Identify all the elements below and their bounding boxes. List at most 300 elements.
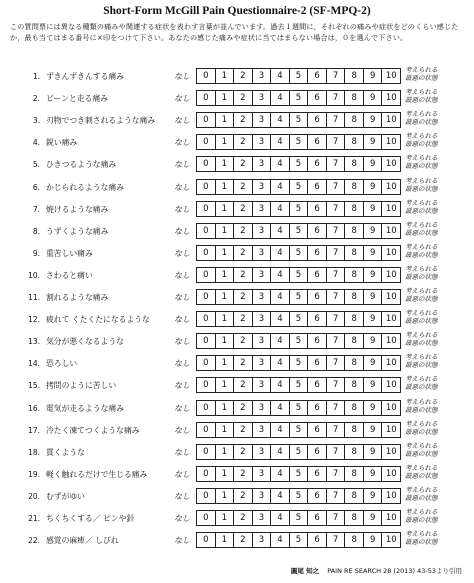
- rating-option[interactable]: 5: [289, 201, 309, 217]
- rating-option[interactable]: 3: [252, 355, 272, 371]
- scale-right-label-line2: 最悪の状態: [405, 228, 438, 237]
- rating-option[interactable]: 3: [252, 68, 272, 84]
- rating-option[interactable]: 7: [326, 355, 346, 371]
- item-label: ずきんずきんする痛み: [46, 72, 124, 81]
- rating-option[interactable]: 2: [233, 201, 253, 217]
- rating-option[interactable]: 7: [326, 90, 346, 106]
- rating-option[interactable]: 4: [270, 466, 290, 482]
- rating-option[interactable]: 1: [215, 289, 235, 305]
- rating-option[interactable]: 7: [326, 223, 346, 239]
- rating-option[interactable]: 6: [307, 377, 327, 393]
- rating-option[interactable]: 8: [344, 377, 364, 393]
- scale-right-label-line1: 考えられる: [405, 176, 438, 185]
- rating-option[interactable]: 3: [252, 156, 272, 172]
- scale-right-label: [405, 110, 438, 126]
- rating-option[interactable]: 4: [270, 377, 290, 393]
- rating-option[interactable]: 7: [326, 444, 346, 460]
- rating-option[interactable]: 7: [326, 510, 346, 526]
- rating-option[interactable]: 0: [196, 510, 216, 526]
- rating-option[interactable]: 2: [233, 68, 253, 84]
- rating-option[interactable]: 4: [270, 422, 290, 438]
- rating-option[interactable]: 3: [252, 90, 272, 106]
- rating-option[interactable]: 4: [270, 68, 290, 84]
- rating-option[interactable]: 5: [289, 223, 309, 239]
- rating-scale: [196, 311, 401, 326]
- rating-option[interactable]: 8: [344, 488, 364, 504]
- rating-option[interactable]: 2: [233, 355, 253, 371]
- rating-option[interactable]: 2: [233, 377, 253, 393]
- rating-option[interactable]: 4: [270, 201, 290, 217]
- rating-option[interactable]: 5: [289, 333, 309, 349]
- rating-option[interactable]: 10: [381, 201, 401, 217]
- rating-option[interactable]: 8: [344, 90, 364, 106]
- rating-option[interactable]: 10: [381, 311, 401, 327]
- rating-option[interactable]: 7: [326, 289, 346, 305]
- rating-option[interactable]: 10: [381, 532, 401, 548]
- rating-option[interactable]: 7: [326, 267, 346, 283]
- rating-option[interactable]: 7: [326, 422, 346, 438]
- rating-option[interactable]: 2: [233, 90, 253, 106]
- rating-option[interactable]: 10: [381, 179, 401, 195]
- item-number: 19.: [28, 469, 40, 479]
- scale-left-label: なし: [174, 182, 190, 192]
- item-label: うずくような痛み: [46, 226, 109, 236]
- rating-option[interactable]: 1: [215, 355, 235, 371]
- rating-option[interactable]: 0: [196, 466, 216, 482]
- rating-option[interactable]: 5: [289, 355, 309, 371]
- rating-option[interactable]: 4: [270, 444, 290, 460]
- rating-option[interactable]: 9: [363, 134, 383, 150]
- rating-option[interactable]: 6: [307, 488, 327, 504]
- rating-option[interactable]: 10: [381, 156, 401, 172]
- rating-option[interactable]: 5: [289, 134, 309, 150]
- rating-option[interactable]: 4: [270, 267, 290, 283]
- rating-option[interactable]: 10: [381, 90, 401, 106]
- rating-option[interactable]: 6: [307, 245, 327, 261]
- rating-option[interactable]: 5: [289, 488, 309, 504]
- item-row: [0, 221, 474, 243]
- rating-option[interactable]: 2: [233, 532, 253, 548]
- rating-option[interactable]: 4: [270, 112, 290, 128]
- rating-option[interactable]: 5: [289, 532, 309, 548]
- rating-option[interactable]: 7: [326, 532, 346, 548]
- rating-option[interactable]: 9: [363, 532, 383, 548]
- rating-scale: [196, 223, 401, 238]
- rating-option[interactable]: 10: [381, 422, 401, 438]
- rating-option[interactable]: 0: [196, 68, 216, 84]
- item-label: 重苦しい痛み: [46, 248, 93, 258]
- rating-option[interactable]: 4: [270, 134, 290, 150]
- rating-option[interactable]: 10: [381, 267, 401, 283]
- rating-option[interactable]: 5: [289, 90, 309, 106]
- rating-option[interactable]: 1: [215, 377, 235, 393]
- rating-option[interactable]: 1: [215, 532, 235, 548]
- rating-option[interactable]: 0: [196, 355, 216, 371]
- rating-option[interactable]: 8: [344, 444, 364, 460]
- scale-right-label-line2: 最悪の状態: [405, 383, 438, 392]
- rating-option[interactable]: 6: [307, 333, 327, 349]
- rating-option[interactable]: 3: [252, 134, 272, 150]
- rating-scale: [196, 245, 401, 260]
- rating-option[interactable]: 3: [252, 223, 272, 239]
- rating-option[interactable]: 8: [344, 532, 364, 548]
- rating-option[interactable]: 1: [215, 179, 235, 195]
- rating-option[interactable]: 7: [326, 466, 346, 482]
- page-title: Short-Form McGill Pain Questionnaire-2 (SF-MPQ-2): [103, 5, 371, 17]
- rating-option[interactable]: 0: [196, 311, 216, 327]
- rating-option[interactable]: 9: [363, 179, 383, 195]
- rating-option[interactable]: 0: [196, 179, 216, 195]
- rating-option[interactable]: 5: [289, 245, 309, 261]
- rating-option[interactable]: 8: [344, 201, 364, 217]
- rating-option[interactable]: 0: [196, 245, 216, 261]
- rating-option[interactable]: 1: [215, 245, 235, 261]
- rating-option[interactable]: 3: [252, 289, 272, 305]
- rating-option[interactable]: 5: [289, 400, 309, 416]
- rating-option[interactable]: 4: [270, 179, 290, 195]
- scale-right-label-line2: 最悪の状態: [405, 427, 438, 436]
- item-number: 2.: [32, 94, 40, 104]
- rating-option[interactable]: 0: [196, 267, 216, 283]
- scale-right-label-line1: 考えられる: [405, 419, 438, 428]
- item-number: 10.: [28, 270, 40, 280]
- rating-option[interactable]: 8: [344, 179, 364, 195]
- rating-option[interactable]: 6: [307, 134, 327, 150]
- rating-option[interactable]: 1: [215, 267, 235, 283]
- rating-option[interactable]: 4: [270, 355, 290, 371]
- rating-option[interactable]: 4: [270, 311, 290, 327]
- rating-option[interactable]: 9: [363, 355, 383, 371]
- rating-option[interactable]: 6: [307, 179, 327, 195]
- rating-option[interactable]: 10: [381, 223, 401, 239]
- item-number: 7.: [32, 204, 40, 214]
- rating-option[interactable]: 10: [381, 355, 401, 371]
- rating-option[interactable]: 0: [196, 488, 216, 504]
- rating-option[interactable]: 3: [252, 179, 272, 195]
- scale-right-label-line1: 考えられる: [405, 331, 438, 340]
- scale-right-label: [405, 88, 438, 104]
- rating-option[interactable]: 3: [252, 333, 272, 349]
- rating-option[interactable]: 5: [289, 444, 309, 460]
- rating-option[interactable]: 2: [233, 333, 253, 349]
- rating-option[interactable]: 7: [326, 488, 346, 504]
- rating-option[interactable]: 4: [270, 400, 290, 416]
- rating-option[interactable]: 8: [344, 400, 364, 416]
- item-label: ちくちくする／ ピンや針: [46, 514, 135, 523]
- rating-option[interactable]: 5: [289, 466, 309, 482]
- rating-option[interactable]: 4: [270, 532, 290, 548]
- rating-option[interactable]: 0: [196, 223, 216, 239]
- scale-left-label: なし: [174, 138, 190, 148]
- rating-option[interactable]: 9: [363, 223, 383, 239]
- rating-scale: [196, 400, 401, 415]
- rating-option[interactable]: 6: [307, 400, 327, 416]
- rating-option[interactable]: 6: [307, 289, 327, 305]
- rating-option[interactable]: 6: [307, 444, 327, 460]
- rating-option[interactable]: 4: [270, 223, 290, 239]
- scale-right-label: [405, 442, 438, 458]
- rating-option[interactable]: 3: [252, 488, 272, 504]
- rating-option[interactable]: 10: [381, 112, 401, 128]
- rating-option[interactable]: 1: [215, 156, 235, 172]
- rating-option[interactable]: 5: [289, 156, 309, 172]
- item-number: 4.: [32, 138, 40, 148]
- rating-option[interactable]: 6: [307, 355, 327, 371]
- rating-option[interactable]: 7: [326, 400, 346, 416]
- rating-option[interactable]: 0: [196, 422, 216, 438]
- rating-option[interactable]: 2: [233, 311, 253, 327]
- rating-option[interactable]: 0: [196, 400, 216, 416]
- scale-right-label: [405, 66, 438, 82]
- rating-option[interactable]: 10: [381, 333, 401, 349]
- scale-right-label-line1: 考えられる: [405, 88, 438, 97]
- rating-option[interactable]: 6: [307, 90, 327, 106]
- rating-option[interactable]: 9: [363, 444, 383, 460]
- rating-option[interactable]: 2: [233, 134, 253, 150]
- rating-option[interactable]: 3: [252, 377, 272, 393]
- rating-option[interactable]: 2: [233, 179, 253, 195]
- rating-option[interactable]: 3: [252, 422, 272, 438]
- rating-option[interactable]: 9: [363, 422, 383, 438]
- rating-option[interactable]: 8: [344, 333, 364, 349]
- rating-option[interactable]: 5: [289, 267, 309, 283]
- rating-scale: [196, 134, 401, 149]
- rating-option[interactable]: 1: [215, 510, 235, 526]
- rating-scale: [196, 90, 401, 105]
- rating-option[interactable]: 8: [344, 466, 364, 482]
- rating-option[interactable]: 6: [307, 112, 327, 128]
- rating-option[interactable]: 6: [307, 68, 327, 84]
- rating-option[interactable]: 2: [233, 466, 253, 482]
- rating-option[interactable]: 2: [233, 267, 253, 283]
- rating-option[interactable]: 0: [196, 444, 216, 460]
- scale-right-label: [405, 265, 438, 281]
- rating-option[interactable]: 5: [289, 68, 309, 84]
- rating-option[interactable]: 7: [326, 156, 346, 172]
- rating-option[interactable]: 2: [233, 245, 253, 261]
- rating-option[interactable]: 0: [196, 201, 216, 217]
- scale-right-label-line1: 考えられる: [405, 463, 438, 472]
- rating-option[interactable]: 5: [289, 510, 309, 526]
- rating-option[interactable]: 8: [344, 223, 364, 239]
- rating-option[interactable]: 9: [363, 466, 383, 482]
- rating-option[interactable]: 1: [215, 488, 235, 504]
- rating-option[interactable]: 6: [307, 267, 327, 283]
- item-number: 6.: [32, 182, 40, 192]
- rating-option[interactable]: 2: [233, 488, 253, 504]
- item-number: 12.: [28, 315, 40, 325]
- rating-option[interactable]: 10: [381, 245, 401, 261]
- rating-option[interactable]: 6: [307, 466, 327, 482]
- item-label: 電気が走るような痛み: [46, 403, 124, 413]
- rating-option[interactable]: 0: [196, 333, 216, 349]
- rating-option[interactable]: 7: [326, 377, 346, 393]
- rating-option[interactable]: 10: [381, 510, 401, 526]
- rating-option[interactable]: 9: [363, 377, 383, 393]
- rating-option[interactable]: 7: [326, 201, 346, 217]
- rating-option[interactable]: 9: [363, 333, 383, 349]
- rating-option[interactable]: 9: [363, 510, 383, 526]
- rating-option[interactable]: 9: [363, 289, 383, 305]
- item-label: さわると痛い: [46, 270, 93, 280]
- rating-option[interactable]: 8: [344, 156, 364, 172]
- rating-option[interactable]: 3: [252, 400, 272, 416]
- rating-option[interactable]: 8: [344, 422, 364, 438]
- item-row: [0, 265, 474, 287]
- scale-right-label-line1: 考えられる: [405, 441, 438, 450]
- rating-option[interactable]: 5: [289, 311, 309, 327]
- rating-option[interactable]: 9: [363, 156, 383, 172]
- rating-option[interactable]: 3: [252, 245, 272, 261]
- rating-option[interactable]: 9: [363, 112, 383, 128]
- rating-option[interactable]: 9: [363, 400, 383, 416]
- rating-option[interactable]: 4: [270, 156, 290, 172]
- rating-option[interactable]: 9: [363, 267, 383, 283]
- rating-option[interactable]: 8: [344, 68, 364, 84]
- rating-option[interactable]: 7: [326, 179, 346, 195]
- rating-option[interactable]: 2: [233, 422, 253, 438]
- rating-option[interactable]: 2: [233, 112, 253, 128]
- rating-option[interactable]: 10: [381, 444, 401, 460]
- rating-option[interactable]: 10: [381, 289, 401, 305]
- scale-right-label: [405, 530, 438, 546]
- scale-right-label: [405, 398, 438, 414]
- rating-option[interactable]: 8: [344, 245, 364, 261]
- rating-option[interactable]: 3: [252, 201, 272, 217]
- rating-option[interactable]: 5: [289, 179, 309, 195]
- rating-option[interactable]: 8: [344, 510, 364, 526]
- rating-option[interactable]: 2: [233, 400, 253, 416]
- rating-option[interactable]: 9: [363, 68, 383, 84]
- scale-left-label: なし: [174, 94, 190, 104]
- rating-option[interactable]: 6: [307, 223, 327, 239]
- rating-option[interactable]: 0: [196, 90, 216, 106]
- rating-option[interactable]: 0: [196, 377, 216, 393]
- rating-option[interactable]: 0: [196, 156, 216, 172]
- scale-right-label-line1: 考えられる: [405, 198, 438, 207]
- rating-option[interactable]: 4: [270, 488, 290, 504]
- rating-option[interactable]: 0: [196, 289, 216, 305]
- rating-option[interactable]: 1: [215, 201, 235, 217]
- rating-option[interactable]: 2: [233, 289, 253, 305]
- rating-option[interactable]: 5: [289, 377, 309, 393]
- rating-option[interactable]: 2: [233, 444, 253, 460]
- rating-option[interactable]: 7: [326, 134, 346, 150]
- rating-option[interactable]: 1: [215, 112, 235, 128]
- rating-option[interactable]: 3: [252, 510, 272, 526]
- rating-option[interactable]: 0: [196, 532, 216, 548]
- rating-option[interactable]: 7: [326, 311, 346, 327]
- rating-option[interactable]: 9: [363, 488, 383, 504]
- rating-option[interactable]: 8: [344, 267, 364, 283]
- rating-option[interactable]: 8: [344, 311, 364, 327]
- item-number: 9.: [32, 248, 40, 258]
- rating-option[interactable]: 6: [307, 201, 327, 217]
- rating-option[interactable]: 6: [307, 422, 327, 438]
- rating-option[interactable]: 3: [252, 311, 272, 327]
- rating-option[interactable]: 1: [215, 400, 235, 416]
- rating-option[interactable]: 3: [252, 112, 272, 128]
- rating-option[interactable]: 10: [381, 377, 401, 393]
- rating-option[interactable]: 1: [215, 223, 235, 239]
- rating-option[interactable]: 5: [289, 289, 309, 305]
- rating-option[interactable]: 6: [307, 532, 327, 548]
- rating-option[interactable]: 7: [326, 333, 346, 349]
- rating-option[interactable]: 4: [270, 245, 290, 261]
- rating-option[interactable]: 4: [270, 333, 290, 349]
- rating-option[interactable]: 2: [233, 223, 253, 239]
- rating-option[interactable]: 1: [215, 422, 235, 438]
- rating-option[interactable]: 7: [326, 112, 346, 128]
- rating-option[interactable]: 2: [233, 510, 253, 526]
- rating-option[interactable]: 1: [215, 311, 235, 327]
- scale-right-label-line1: 考えられる: [405, 375, 438, 384]
- rating-option[interactable]: 4: [270, 90, 290, 106]
- rating-option[interactable]: 6: [307, 510, 327, 526]
- rating-option[interactable]: 9: [363, 245, 383, 261]
- rating-option[interactable]: 9: [363, 311, 383, 327]
- rating-option[interactable]: 8: [344, 289, 364, 305]
- rating-option[interactable]: 6: [307, 311, 327, 327]
- rating-scale: [196, 156, 401, 171]
- rating-option[interactable]: 9: [363, 201, 383, 217]
- rating-option[interactable]: 0: [196, 134, 216, 150]
- rating-scale: [196, 466, 401, 481]
- rating-option[interactable]: 1: [215, 68, 235, 84]
- rating-option[interactable]: 3: [252, 267, 272, 283]
- rating-option[interactable]: 1: [215, 134, 235, 150]
- rating-option[interactable]: 8: [344, 134, 364, 150]
- rating-option[interactable]: 8: [344, 112, 364, 128]
- rating-option[interactable]: 5: [289, 112, 309, 128]
- rating-option[interactable]: 7: [326, 245, 346, 261]
- rating-option[interactable]: 10: [381, 466, 401, 482]
- scale-right-label: [405, 353, 438, 369]
- rating-option[interactable]: 3: [252, 444, 272, 460]
- item-number: 11.: [28, 293, 40, 302]
- scale-right-label-line2: 最悪の状態: [405, 317, 438, 326]
- rating-option[interactable]: 10: [381, 134, 401, 150]
- rating-option[interactable]: 8: [344, 355, 364, 371]
- rating-option[interactable]: 10: [381, 488, 401, 504]
- item-label: 鋭い痛み: [46, 138, 78, 148]
- rating-option[interactable]: 6: [307, 156, 327, 172]
- rating-option[interactable]: 10: [381, 400, 401, 416]
- rating-option[interactable]: 9: [363, 90, 383, 106]
- rating-option[interactable]: 0: [196, 112, 216, 128]
- scale-right-label: [405, 486, 438, 502]
- item-number: 21.: [28, 514, 40, 523]
- rating-option[interactable]: 4: [270, 289, 290, 305]
- rating-option[interactable]: 1: [215, 444, 235, 460]
- scale-right-label-line1: 考えられる: [405, 132, 438, 141]
- scale-right-label-line1: 考えられる: [405, 397, 438, 406]
- item-row: [0, 110, 474, 132]
- rating-option[interactable]: 4: [270, 510, 290, 526]
- rating-option[interactable]: 1: [215, 466, 235, 482]
- item-row: [0, 88, 474, 110]
- rating-option[interactable]: 7: [326, 68, 346, 84]
- item-label: 割れるような痛み: [46, 293, 109, 302]
- rating-option[interactable]: 1: [215, 333, 235, 349]
- item-row: [0, 287, 474, 309]
- rating-option[interactable]: 5: [289, 422, 309, 438]
- rating-option[interactable]: 10: [381, 68, 401, 84]
- rating-option[interactable]: 3: [252, 466, 272, 482]
- rating-option[interactable]: 3: [252, 532, 272, 548]
- rating-option[interactable]: 2: [233, 156, 253, 172]
- rating-option[interactable]: 1: [215, 90, 235, 106]
